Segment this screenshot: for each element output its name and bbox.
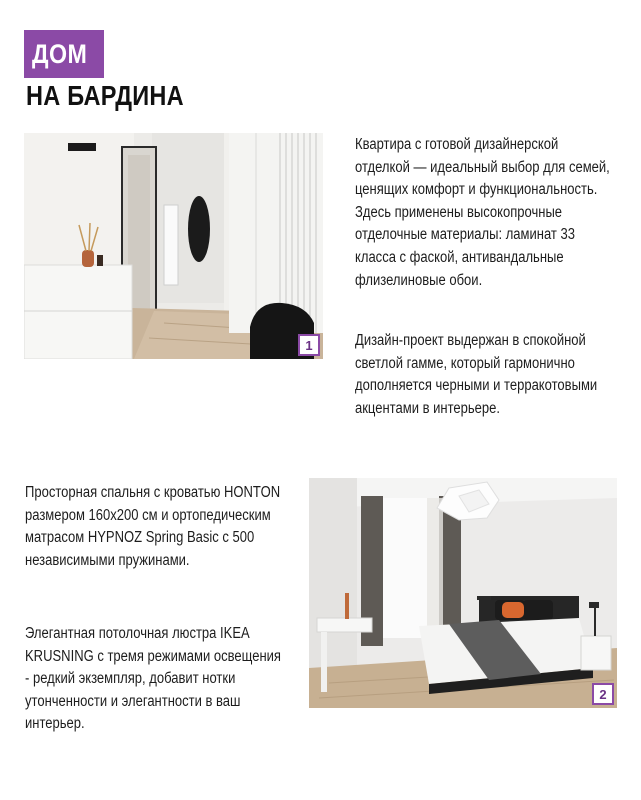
text-line: отделкой — идеальный выбор для семей, xyxy=(355,158,610,176)
text-line: интерьер. xyxy=(25,715,85,733)
text-line: ценящих комфорт и функциональность. xyxy=(355,181,598,199)
text-line: акцентами в интерьере. xyxy=(355,399,501,417)
title-badge-text: ДОМ xyxy=(32,38,88,69)
text-line: KRUSNING с тремя режимами освещения xyxy=(25,647,281,665)
text-line: Здесь применены высокопрочные xyxy=(355,203,563,221)
design-description xyxy=(355,330,597,420)
text-line: размером 160х200 см и ортопедическим xyxy=(25,506,271,524)
bedroom-photo xyxy=(309,478,617,708)
text-line: - редкий экземпляр, добавит нотки xyxy=(25,670,236,688)
text-line: матрасом HYPNOZ Spring Basic с 500 xyxy=(25,529,255,547)
page-title: НА БАРДИНА xyxy=(26,80,184,111)
text-line: отделочные материалы: ламинат 33 xyxy=(355,226,575,244)
chandelier-description xyxy=(25,623,281,736)
text-line: Элегантная потолочная люстра IKEA xyxy=(25,625,250,642)
photo-number-badge: 2 xyxy=(592,683,614,705)
text-line: Просторная спальня с кроватью HONTON xyxy=(25,484,281,501)
text-line: Квартира с готовой дизайнерской xyxy=(355,136,559,153)
bedroom-description xyxy=(25,482,280,572)
apartment-description xyxy=(355,134,610,292)
text-line: Дизайн-проект выдержан в спокойной xyxy=(355,332,586,349)
hallway-photo xyxy=(24,133,323,359)
text-line: независимыми пружинами. xyxy=(25,551,190,569)
text-line: светлой гамме, который гармонично xyxy=(355,354,575,372)
title-badge xyxy=(24,30,104,78)
text-line: класса с фаской, антивандальные xyxy=(355,248,564,266)
text-line: утонченности и элегантности в ваш xyxy=(25,692,241,710)
text-line: дополняется черными и терракотовыми xyxy=(355,377,598,395)
text-line: флизелиновые обои. xyxy=(355,271,483,289)
photo-number-badge: 1 xyxy=(298,334,320,356)
